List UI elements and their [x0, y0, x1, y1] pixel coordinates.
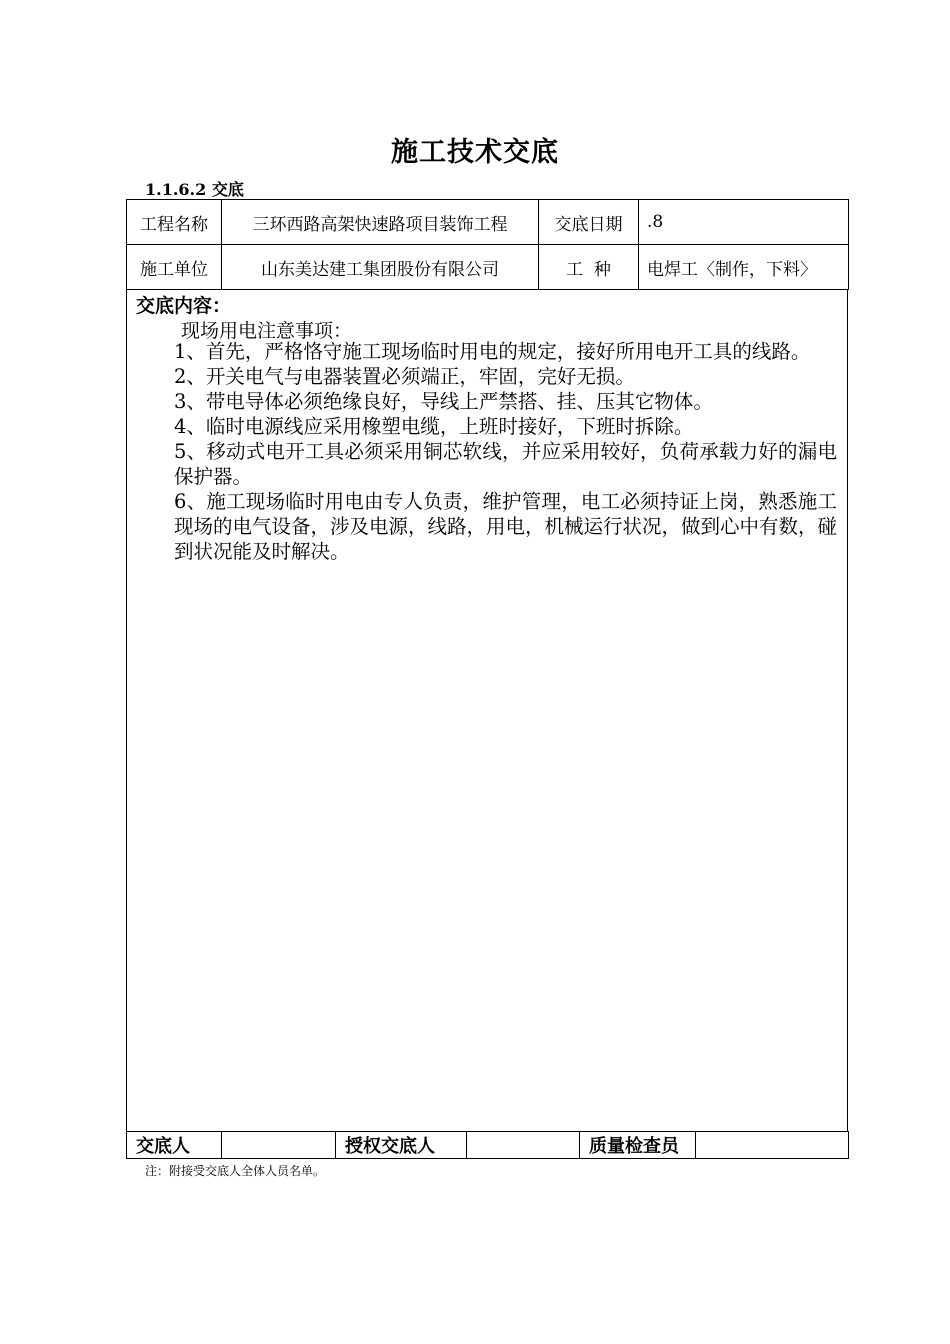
content-box — [126, 289, 848, 1131]
content-list — [174, 339, 837, 564]
discloser-label: 交底人 — [127, 1132, 222, 1159]
document-title: 施工技术交底 — [391, 137, 559, 168]
section-number: 1.1.6.2 交底 — [145, 180, 244, 199]
authorized-discloser-field[interactable] — [467, 1132, 580, 1159]
authorized-discloser-label: 授权交底人 — [336, 1132, 467, 1159]
list-item: 3、带电导体必须绝缘良好，导线上严禁搭、挂、压其它物体。 — [174, 390, 713, 413]
signature-table — [126, 1131, 849, 1159]
unit-label: 施工单位 — [127, 245, 222, 290]
project-info-table — [126, 199, 849, 290]
quality-inspector-field[interactable] — [696, 1132, 849, 1159]
table-row — [127, 245, 849, 290]
trade-label: 工 种 — [539, 245, 639, 290]
list-item: 4、临时电源线应采用橡塑电缆，上班时接好，下班时拆除。 — [174, 415, 694, 438]
date-label: 交底日期 — [539, 200, 639, 245]
table-row — [127, 1132, 849, 1159]
list-item: 6、施工现场临时用电由专人负责，维护管理，电工必须持证上岗，熟悉施工现场的电气设备，涉及电源，线路，用电，机械运行状况，做到心中有数，碰到状况能及时解决。 — [174, 490, 838, 563]
list-item: 5、移动式电开工具必须采用铜芯软线，并应采用较好，负荷承载力好的漏电保护器。 — [174, 440, 837, 488]
table-row — [127, 200, 849, 245]
content-heading: 交底内容： — [136, 295, 232, 317]
discloser-field[interactable] — [222, 1132, 336, 1159]
date-value: .8 — [639, 200, 849, 245]
footnote: 注：附接受交底人全体人员名单。 — [145, 1164, 326, 1178]
trade-value: 电焊工〈制作，下料〉 — [639, 245, 849, 290]
content-intro: 现场用电注意事项： — [181, 320, 353, 342]
list-item: 1、首先，严格恪守施工现场临时用电的规定，接好所用电开工具的线路。 — [174, 340, 811, 363]
list-item: 2、开关电气与电器装置必须端正，牢固，完好无损。 — [174, 365, 635, 388]
project-name-label: 工程名称 — [127, 200, 222, 245]
quality-inspector-label: 质量检查员 — [580, 1132, 696, 1159]
project-name-value: 三环西路高架快速路项目装饰工程 — [222, 200, 539, 245]
unit-value: 山东美达建工集团股份有限公司 — [222, 245, 539, 290]
